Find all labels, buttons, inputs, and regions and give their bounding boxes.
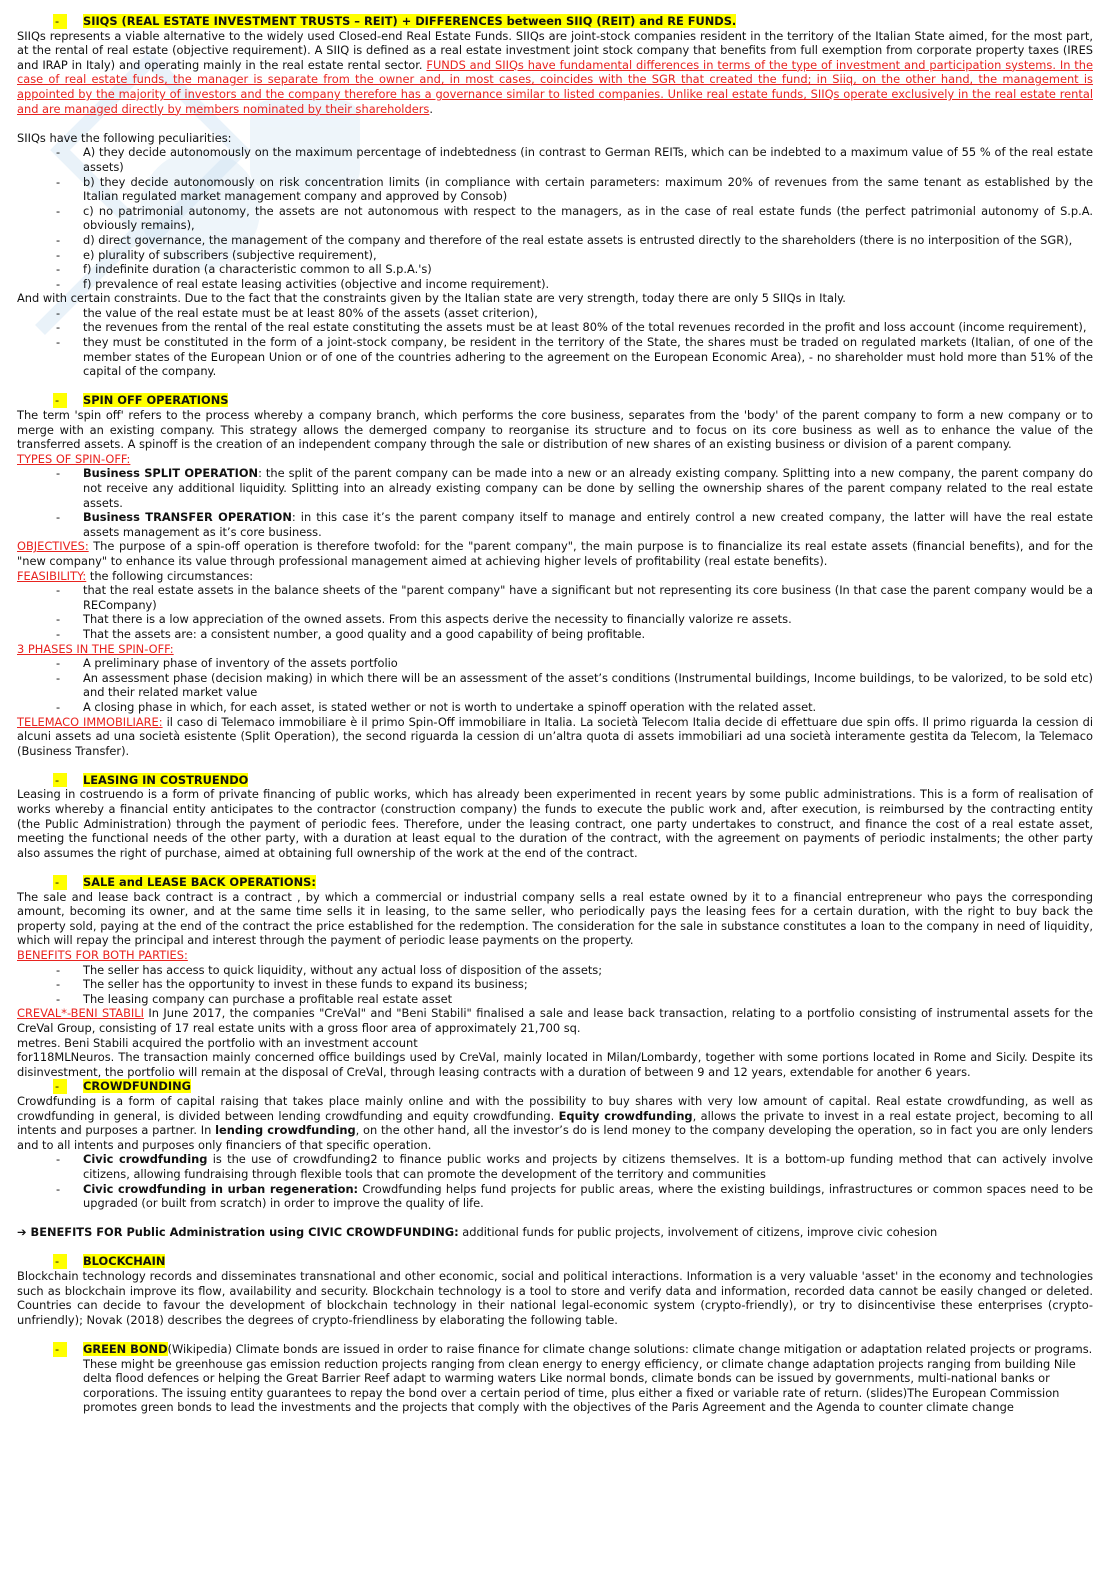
green-bond-item: - GREEN BOND(Wikipedia) Climate bonds are issued in order to raise finance for climate change solutions: climate change mitigation or adaptation related projects or programs. These might be greenhouse gas emission reduction projects ranging from clean energy to energy efficiency, or climate change adaptation projects ranging from building Nile delta flood defences or helping the Great Barrier Reef adapt to warming waters Like normal bonds, climate bonds can be issued by governments, multi-national banks or corporations. The issuing entity guarantees to repay the bond over a certain period of time, plus either a fixed or variable rate of return. (slides)The European Commission promotes green bonds to lead the investments and the projects that comply with the objectives of the Paris Agreement and the Agenda to counter climate change	[55, 1342, 1093, 1415]
sale-lease-back-paragraph: The sale and lease back contract is a contract , by which a commercial or industrial company sells a real estate owned by it to a financial entrepreneur who pays the corresponding amount, becoming its owner, and at the same time sells it in leasing, to the same seller, who periodically pays the leasing fees for a certain duration, with the right to buy back the property sold, paying at the end of the contract the price established for the redemption. The consideration for the sale in substance constitutes a loan to the company in need of liquidity, which will repay the principal and interest through the payment of periodic lease payments on the property.	[17, 889, 1093, 948]
spin-off-intro: The term 'spin off' refers to the process whereby a company branch, which performs the core business, separates from the 'body' of the parent company to form a new company or to merge with an existing company. This strategy allows the demerged company to reorganise its structure and to focus on its core business as well as to enhance the value of the transferred assets. A spinoff is the creation of an independent company through the sale or distribution of new shares of an existing business or division of a parent company.	[17, 408, 1093, 452]
spin-off-types-list	[17, 466, 1093, 539]
crowdfunding-list	[17, 1152, 1093, 1210]
siiqs-constraints-intro: And with certain constraints. Due to the fact that the constraints given by the Italian state are very strength, today there are only 5 SIIQs in Italy.	[17, 291, 846, 306]
list-item: - the revenues from the rental of the real estate constituting the assets must be at least 80% of the total revenues recorded in the profit and loss account (income requirement),	[17, 320, 1093, 335]
section-heading-crowdfunding: - CROWDFUNDING	[55, 1079, 191, 1094]
list-item: - f) prevalence of real estate leasing activities (objective and income requirement).	[17, 277, 1093, 292]
blockchain-paragraph: Blockchain technology records and disseminates transnational and other economic, social and political interactions. Information is a very valuable 'asset' in the economy and technologies such as blockchain improve its flow, availability and security. Blockchain technology is a tool to store and verify data and information, recorded data cannot be easily changed or deleted. Countries can decide to favour the development of blockchain technology in their national legal-economic system (crypto-friendly), or try to disincentivise these enterprises (crypto-unfriendly); Novak (2018) describes the degrees of crypto-friendliness by elaborating the following table.	[17, 1269, 1093, 1327]
list-item: - b) they decide autonomously on risk concentration limits (in compliance with certain parameters: maximum 20% of revenues from the same tenant as established by the Italian regulated market management company and approved by Consob)	[17, 175, 1093, 204]
crowdfunding-paragraph: Crowdfunding is a form of capital raising that takes place mainly online and with the possibility to buy shares with very low amount of capital. Real estate crowdfunding, as well as crowdfunding in general, is divided between lending crowdfunding and equity crowdfunding. Equity crowdfunding, allows the private to invest in a real estate project, becoming to all intents and purposes a partner. In lending crowdfunding, on the other hand, all the investor’s do is lend money to the company developing the operation, so in fact you are only lenders and to all intents and purposes only financiers of that specific operation.	[17, 1093, 1093, 1152]
arrow-right-icon: ➔	[17, 1225, 27, 1240]
list-item: - e) plurality of subscribers (subjective requirement),	[17, 248, 1093, 263]
telemaco-paragraph: TELEMACO IMMOBILIARE: il caso di Telemaco immobiliare è il primo Spin-Off immobiliare in Italia. La società Telecom Italia decide di effettuare due spin offs. Il primo riguarda la cession di alcuni assets ad una società esistente (Split Operation), the second riguarda la cession di un’altra quota di assets immobiliari ad una società interamente gestita da Telecom, la Telemaco (Business Transfer).	[17, 714, 1093, 758]
green-bond-heading: GREEN BOND	[83, 1342, 168, 1357]
list-item: - The seller has the opportunity to invest in these funds to expand its business;	[17, 977, 1093, 992]
list-item: - Business TRANSFER OPERATION: in this case it’s the parent company itself to manage and entirely control a new created company, the latter will have the real estate assets management as it’s core business.	[17, 510, 1093, 539]
list-item: - Civic crowdfunding in urban regeneration: Crowdfunding helps fund projects for public areas, where the existing buildings, infrastructures or common spaces need to be upgraded (or built from scratch) in order to improve the quality of life.	[17, 1182, 1093, 1211]
list-item: - The leasing company can purchase a profitable real estate asset	[17, 992, 1093, 1007]
list-item: - That there is a low appreciation of the owned assets. From this aspects derive the necessity to financially valorize re assets.	[17, 612, 1093, 627]
list-item: - Business SPLIT OPERATION: the split of the parent company can be made into a new or an already existing company. Splitting into a new company, the parent company do not receive any additional liquidity. Splitting into an already existing company can be done by selling the ownership shares of the parent company related to the real estate assets.	[17, 466, 1093, 510]
list-item: - the value of the real estate must be at least 80% of the assets (asset criterion),	[17, 306, 1093, 321]
section-heading-siiqs: - SIIQS (REAL ESTATE INVESTMENT TRUSTS – REIT) + DIFFERENCES between SIIQ (REIT) and RE FUNDS.	[55, 14, 737, 28]
list-item: - that the real estate assets in the balance sheets of the "parent company" have a significant but not representing its core business (In that case the parent company would be a RECompany)	[17, 583, 1093, 612]
creval-line-3: for118MLNeuros. The transaction mainly concerned office buildings used by CreVal, mainly located in Milan/Lombardy, together with some portions located in Rome and Sicily. Despite its disinvestment, the portfolio will remain at the disposal of CreVal, through leasing contracts with a duration of between 9 and 12 years, extendable for another 6 years.	[17, 1050, 1093, 1079]
list-item: - A closing phase in which, for each asset, is stated wether or not is worth to undertake a spinoff operation with the related asset.	[17, 700, 1093, 715]
list-item: - An assessment phase (decision making) in which there will be an assessment of the asset’s conditions (Instrumental buildings, Income buildings, to be valorized, to be sold etc) and their related market value	[17, 671, 1093, 700]
civic-benefits-line: ➔ BENEFITS FOR Public Administration using CIVIC CROWDFUNDING: additional funds for public projects, involvement of citizens, improve civic cohesion	[17, 1225, 938, 1240]
leasing-paragraph: Leasing in costruendo is a form of private financing of public works, which has already been experimented in recent years by some public administrations. This is a form of realisation of works whereby a financial entity anticipates to the contractor (construction company) the funds to execute the public work and, after execution, is reimbursed by the contracting entity (the Public Administration) through the payment of periodic fees. Therefore, under the leasing contract, one party undertakes to construct, and finance the cost of a real estate asset, meeting the functional needs of the other party, with a duration at least equal to the duration of the contract, with the agreement on payments of periodic instalments; the other party also assumes the right of purchase, aimed at obtaining full ownership of the work at the end of the contract.	[17, 787, 1093, 860]
feasibility-list	[17, 583, 1093, 641]
list-item: - c) no patrimonial autonomy, the assets are not autonomous with respect to the managers, as in the case of real estate funds (the perfect patrimonial autonomy of S.p.A. obviously remains),	[17, 204, 1093, 233]
list-item: - A preliminary phase of inventory of the assets portfolio	[17, 656, 1093, 671]
list-item: - they must be constituted in the form of a joint-stock company, be resident in the territory of the State, the shares must be traded on regulated markets (Italian, of one of the member states of the European Union or of one of the countries adhering to the agreement on the European Economic Area), - no shareholder must hold more than 51% of the capital of the company.	[17, 335, 1093, 379]
list-item: - The seller has access to quick liquidity, without any actual loss of disposition of the assets;	[17, 963, 1093, 978]
types-label: TYPES OF SPIN-OFF:	[17, 451, 131, 466]
creval-line-2: metres. Beni Stabili acquired the portfolio with an investment account	[17, 1035, 418, 1050]
list-item: - A) they decide autonomously on the maximum percentage of indebtedness (in contrast to German REITs, which can be indebted to a maximum value of 55 % of the real estate assets)	[17, 145, 1093, 174]
section-heading-sale-lease-back: - SALE and LEASE BACK OPERATIONS:	[55, 875, 316, 890]
benefits-label: BENEFITS FOR BOTH PARTIES:	[17, 948, 188, 962]
list-item: - d) direct governance, the management of the company and therefore of the real estate assets is entrusted directly to the shareholders (there is no interposition of the SGR),	[17, 233, 1093, 248]
list-item: - f) indefinite duration (a characteristic common to all S.p.A.'s)	[17, 262, 1093, 277]
document-page	[17, 14, 1093, 1415]
section-heading-blockchain: - BLOCKCHAIN	[55, 1254, 166, 1269]
green-bond-text: (Wikipedia) Climate bonds are issued in order to raise finance for climate change solutions: climate change mitigation or adaptation related projects or programs. These might be greenhouse gas emission reduction projects ranging from clean energy to energy efficiency, or climate change adaptation projects ranging from building Nile delta flood defences or helping the Great Barrier Reef adapt to warming waters Like normal bonds, climate bonds can be issued by governments, multi-national banks or corporations. The issuing entity guarantees to repay the bond over a certain period of time, plus either a fixed or variable rate of return. (slides)The European Commission promotes green bonds to lead the investments and the projects that comply with the objectives of the Paris Agreement and the Agenda to counter climate change	[83, 1342, 1093, 1415]
phases-label: 3 PHASES IN THE SPIN-OFF:	[17, 641, 174, 656]
feasibility-paragraph: FEASIBILITY: the following circumstances:	[17, 568, 254, 583]
list-item: - Civic crowdfunding is the use of crowdfunding2 to finance public works and projects by citizens themselves. It is a bottom-up funding method that can actively involve citizens, allowing fundraising through flexible tools that can promote the development of the territory and communities	[17, 1152, 1093, 1181]
creval-paragraph: CREVAL*-BENI STABILI In June 2017, the companies "CreVal" and "Beni Stabili" finalised a sale and lease back transaction, relating to a portfolio consisting of instrumental assets for the CreVal Group, consisting of 17 real estate units with a gross floor area of approximately 21,700 sq.	[17, 1006, 1094, 1035]
list-item: - That the assets are: a consistent number, a good quality and a good capability of being profitable.	[17, 627, 1093, 642]
siiqs-constraints-list	[17, 306, 1093, 379]
siiqs-intro: SIIQs represents a viable alternative to the widely used Closed-end Real Estate Funds. SIIQs are joint-stock companies resident in the territory of the Italian State aimed, for the most part, at the rental of real estate (objective requirement). A SIIQ is defined as a real estate investment joint stock company that benefits from full exemption from corporate property taxes (IRES and IRAP in Italy) and operating mainly in the real estate rental sector. FUNDS and SIIQs have fundamental differences in terms of the type of investment and participation systems. In the case of real estate funds, the manager is separate from the owner and, in most cases, coincides with the SGR that created the fund; in Siiq, on the other hand, the management is appointed by the majority of investors and the company therefore has a governance similar to listed companies. Unlike real estate funds, SIIQs operate exclusively in the real estate rental and are managed directly by members nominated by their shareholders.	[17, 28, 1093, 116]
section-heading-spin-off: - SPIN OFF OPERATIONS	[55, 393, 229, 408]
benefits-list	[17, 963, 1093, 1007]
siiqs-peculiarities-list	[17, 145, 1093, 291]
section-heading-leasing: - LEASING IN COSTRUENDO	[55, 772, 249, 787]
siiqs-peculiarities-intro: SIIQs have the following peculiarities:	[17, 130, 232, 145]
phases-list	[17, 656, 1093, 714]
objectives-paragraph: OBJECTIVES: The purpose of a spin-off operation is therefore twofold: for the "parent company", the main purpose is to financialize its real estate assets (financial benefits), and for the "new company" to enhance its value through professional management aimed at achieving higher levels of profitability (real estate benefits).	[17, 539, 1093, 568]
